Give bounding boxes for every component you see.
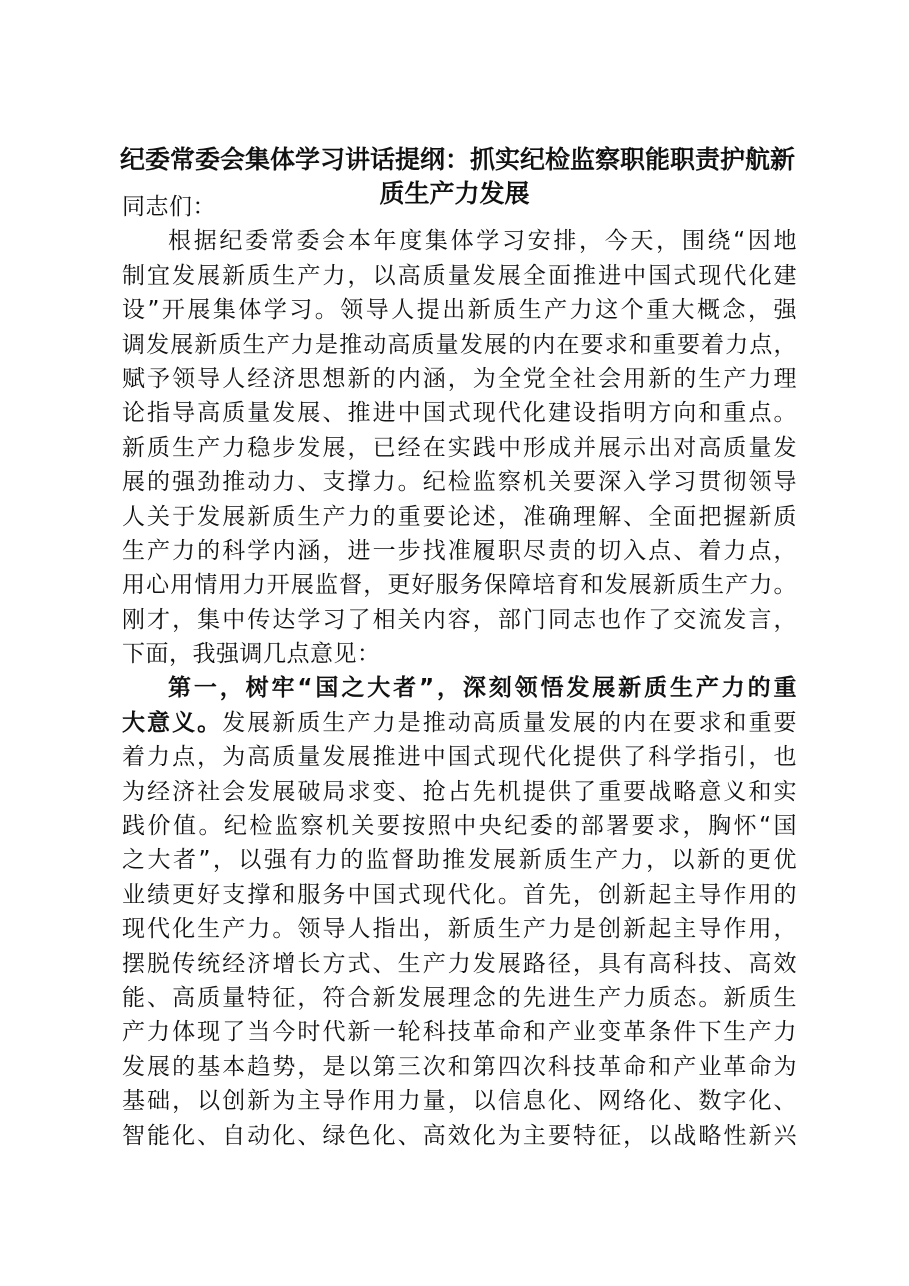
- title-line-2: 质生产力发展: [379, 179, 530, 208]
- paragraph-line: 基础，以创新为主导作用力量，以信息化、网络化、数字化、: [122, 1088, 797, 1115]
- paragraph-text: 发展新质生产力是推动高质量发展的内在要求和重要: [222, 709, 798, 736]
- document-body: [122, 190, 797, 1153]
- paragraph-line: 新质生产力稳步发展，已经在实践中形成并展示出对高质量发: [122, 434, 797, 461]
- paragraph-line: 践价值。纪检监察机关要按照中央纪委的部署要求，胸怀“国: [122, 813, 797, 840]
- paragraph-line: [122, 706, 797, 740]
- title-line-1: 纪委常委会集体学习讲话提纲：抓实纪检监察职能职责护航新: [120, 145, 796, 174]
- paragraph-line: 为经济社会发展破局求变、抢占先机提供了重要战略意义和实: [122, 778, 797, 805]
- paragraph-line: 人关于发展新质生产力的重要论述，准确理解、全面把握新质: [122, 503, 797, 530]
- paragraph-line: 调发展新质生产力是推动高质量发展的内在要求和重要着力点，: [122, 331, 797, 358]
- paragraph-line: 产力体现了当今时代新一轮科技革命和产业变革条件下生产力: [122, 1019, 797, 1046]
- paragraph-line: 之大者”，以强有力的监督助推发展新质生产力，以新的更优: [122, 847, 797, 874]
- section-heading-line: 第一，树牢“国之大者”，深刻领悟发展新质生产力的重: [168, 675, 797, 702]
- paragraph-line: 用心用情用力开展监督，更好服务保障培育和发展新质生产力。: [122, 572, 797, 599]
- paragraph-line: 刚才，集中传达学习了相关内容，部门同志也作了交流发言，: [122, 606, 797, 633]
- paragraph-line: 设”开展集体学习。领导人提出新质生产力这个重大概念，强: [122, 297, 797, 324]
- paragraph-line: 制宜发展新质生产力，以高质量发展全面推进中国式现代化建: [122, 262, 797, 289]
- paragraph-line: 下面，我强调几点意见：: [122, 641, 381, 668]
- paragraph-line: 现代化生产力。领导人指出，新质生产力是创新起主导作用，: [122, 916, 797, 943]
- paragraph-1: [122, 224, 797, 671]
- paragraph-line: 展的强劲推动力、支撑力。纪检监察机关要深入学习贯彻领导: [122, 469, 797, 496]
- paragraph-line: 生产力的科学内涵，进一步找准履职尽责的切入点、着力点，: [122, 537, 797, 564]
- section-heading-end: 大意义。: [122, 709, 223, 736]
- paragraph-2: [122, 671, 797, 1152]
- salutation: 同志们：: [122, 194, 216, 220]
- paragraph-line: 智能化、自动化、绿色化、高效化为主要特征，以战略性新兴: [122, 1122, 797, 1149]
- paragraph-line: 论指导高质量发展、推进中国式现代化建设指明方向和重点。: [122, 400, 797, 427]
- paragraph-line: 着力点，为高质量发展推进中国式现代化提供了科学指引，也: [122, 744, 797, 771]
- paragraph-line: 根据纪委常委会本年度集体学习安排，今天，围绕“因地: [168, 228, 797, 255]
- paragraph-line: 赋予领导人经济思想新的内涵，为全党全社会用新的生产力理: [122, 365, 797, 392]
- paragraph-line: 能、高质量特征，符合新发展理念的先进生产力质态。新质生: [122, 984, 797, 1011]
- paragraph-line: 发展的基本趋势，是以第三次和第四次科技革命和产业革命为: [122, 1053, 797, 1080]
- paragraph-line: 摆脱传统经济增长方式、生产力发展路径，具有高科技、高效: [122, 950, 797, 977]
- paragraph-line: 业绩更好支撑和服务中国式现代化。首先，创新起主导作用的: [122, 881, 797, 908]
